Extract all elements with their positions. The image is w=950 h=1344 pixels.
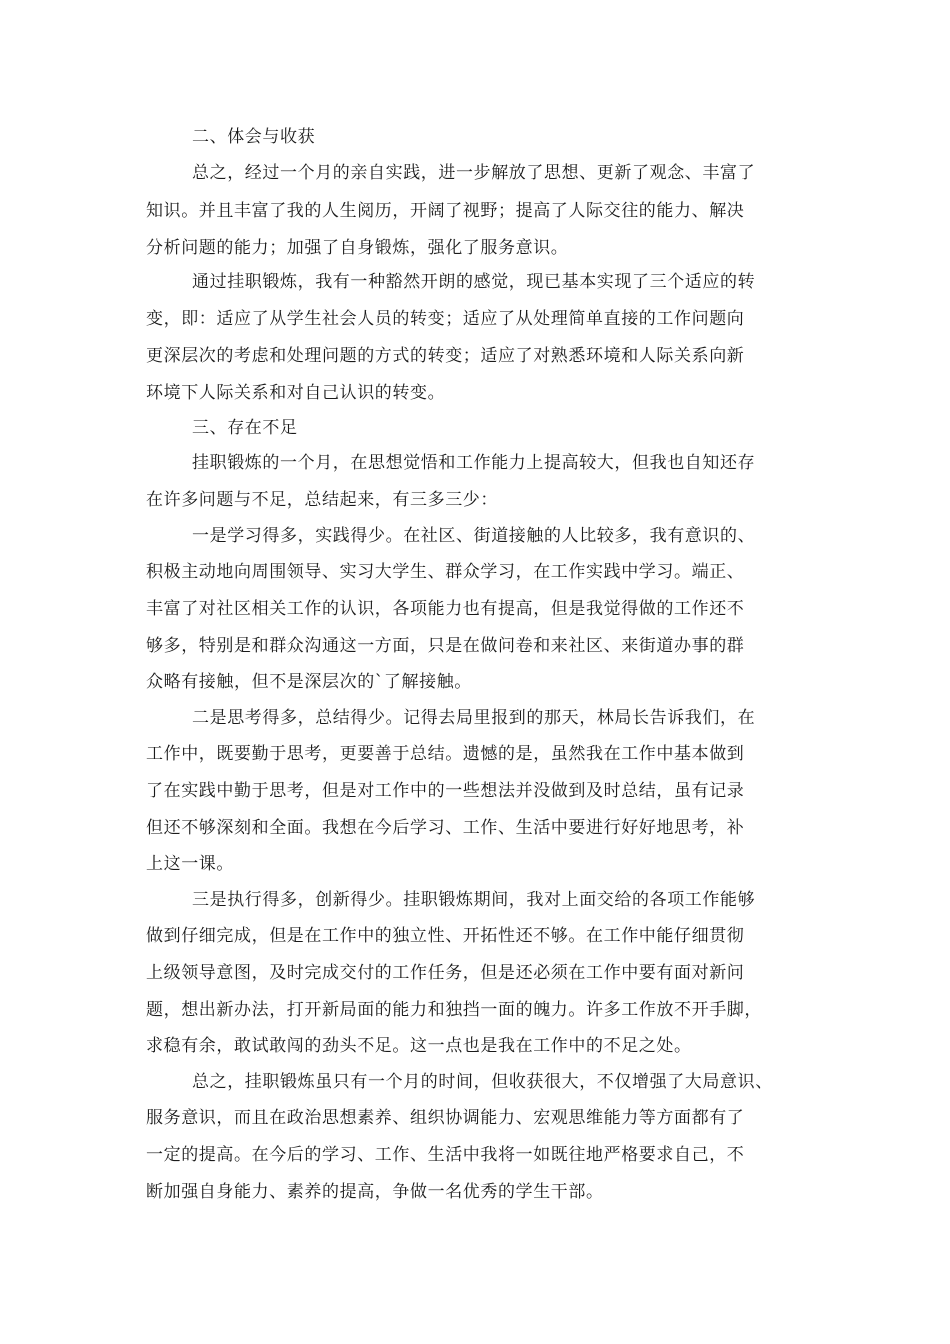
paragraph-line: 够多，特别是和群众沟通这一方面，只是在做问卷和来社区、来街道办事的群 [146,636,745,656]
paragraph-line: 在许多问题与不足，总结起来，有三多三少： [146,490,498,510]
paragraph-line: 总之，挂职锻炼虽只有一个月的时间，但收获很大，不仅增强了大局意识、 [192,1072,773,1092]
paragraph-line: 环境下人际关系和对自己认识的转变。 [146,383,446,403]
section-heading: 二、体会与收获 [192,127,316,147]
paragraph-line: 通过挂职锻炼，我有一种豁然开朗的感觉，现已基本实现了三个适应的转 [192,272,756,292]
paragraph-line: 题，想出新办法，打开新局面的能力和独挡一面的魄力。许多工作放不开手脚， [146,1000,762,1020]
paragraph-line: 众略有接触，但不是深层次的`了解接触。 [146,672,472,692]
paragraph-line: 断加强自身能力、素养的提高，争做一名优秀的学生干部。 [146,1182,604,1202]
paragraph-line: 知识。并且丰富了我的人生阅历，开阔了视野；提高了人际交往的能力、解决 [146,201,745,221]
paragraph-line: 变，即：适应了从学生社会人员的转变；适应了从处理简单直接的工作问题向 [146,309,745,329]
paragraph-line: 二是思考得多，总结得少。记得去局里报到的那天，林局长告诉我们，在 [192,708,756,728]
paragraph-line: 上这一课。 [146,854,234,874]
paragraph-line: 服务意识，而且在政治思想素养、组织协调能力、宏观思维能力等方面都有了 [146,1108,745,1128]
paragraph-line: 更深层次的考虑和处理问题的方式的转变；适应了对熟悉环境和人际关系向新 [146,346,745,366]
paragraph-line: 三是执行得多，创新得少。挂职锻炼期间，我对上面交给的各项工作能够 [192,890,756,910]
paragraph-line: 丰富了对社区相关工作的认识，各项能力也有提高，但是我觉得做的工作还不 [146,599,745,619]
paragraph-line: 了在实践中勤于思考，但是对工作中的一些想法并没做到及时总结，虽有记录 [146,781,745,801]
paragraph-line: 做到仔细完成，但是在工作中的独立性、开拓性还不够。在工作中能仔细贯彻 [146,926,745,946]
paragraph-line: 工作中，既要勤于思考，更要善于总结。遗憾的是，虽然我在工作中基本做到 [146,744,745,764]
paragraph-line: 积极主动地向周围领导、实习大学生、群众学习，在工作实践中学习。端正、 [146,562,745,582]
paragraph-line: 上级领导意图，及时完成交付的工作任务，但是还必须在工作中要有面对新问 [146,963,745,983]
section-heading: 三、存在不足 [192,418,298,438]
paragraph-line: 但还不够深刻和全面。我想在今后学习、工作、生活中要进行好好地思考，补 [146,818,745,838]
paragraph-line: 一是学习得多，实践得少。在社区、街道接触的人比较多，我有意识的、 [192,526,756,546]
paragraph-line: 求稳有余，敢试敢闯的劲头不足。这一点也是我在工作中的不足之处。 [146,1036,692,1056]
paragraph-line: 总之，经过一个月的亲自实践，进一步解放了思想、更新了观念、丰富了 [192,163,756,183]
paragraph-line: 挂职锻炼的一个月，在思想觉悟和工作能力上提高较大，但我也自知还存 [192,453,756,473]
paragraph-line: 一定的提高。在今后的学习、工作、生活中我将一如既往地严格要求自己，不 [146,1145,745,1165]
paragraph-line: 分析问题的能力；加强了自身锻炼，强化了服务意识。 [146,238,569,258]
